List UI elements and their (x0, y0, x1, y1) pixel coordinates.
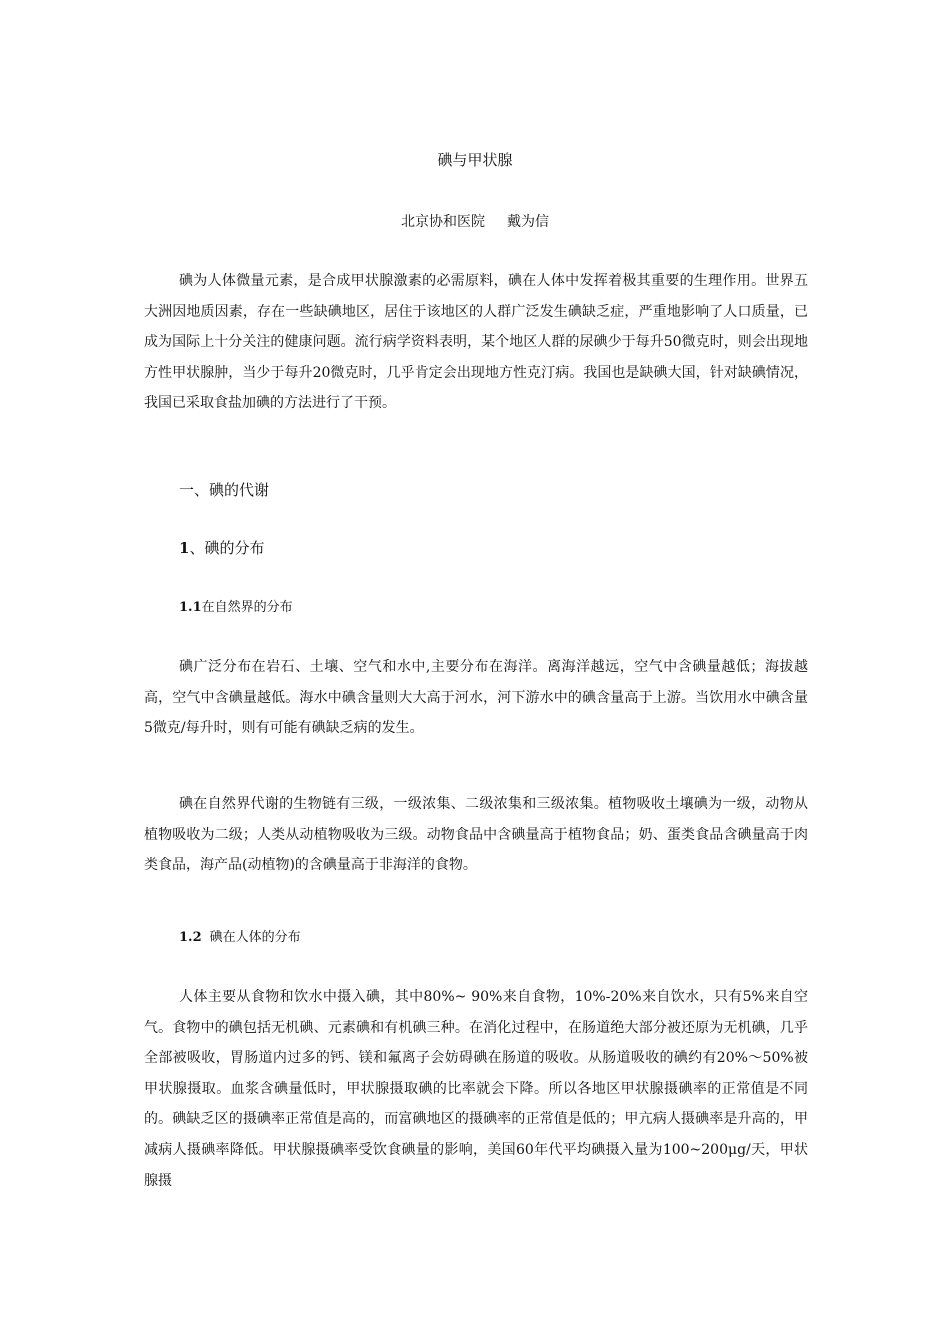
subsection-number: 1.1 (179, 600, 202, 615)
section-heading-metabolism: 一、碘的代谢 (179, 481, 270, 499)
paragraph-biological-chain: 碘在自然界代谢的生物链有三级，一级浓集、二级浓集和三级浓集。植物吸收土壤碘为一级，动物从植物吸收为二级；人类从动植物吸收为三级。动物食品中含碘量高于植物食品；奶、蛋类食品含碘量高于肉类食品，海产品(动植物)的含碘量高于非海洋的食物。 (144, 796, 808, 874)
intro-paragraph: 碘为人体微量元素，是合成甲状腺激素的必需原料，碘在人体中发挥着极其重要的生理作用。世界五大洲因地质因素，存在一些缺碘地区，居住于该地区的人群广泛发生碘缺乏症，严重地影响了人口质量，已成为国际上十分关注的健康问题。流行病学资料表明，某个地区人群的尿碘少于每升50微克时，则会出现地方性甲状腺肿，当少于每升20微克时，几乎肯定会出现地方性克汀病。我国也是缺碘大国，针对缺碘情况，我国已采取食盐加碘的方法进行了干预。 (144, 273, 808, 412)
author-institution: 北京协和医院 (401, 214, 485, 230)
section-title: 、碘的分布 (189, 539, 265, 557)
document-title: 碘与甲状腺 (437, 151, 513, 169)
subsection-title: 在自然界的分布 (201, 600, 293, 615)
paragraph-nature-distribution: 碘广泛分布在岩石、土壤、空气和水中,主要分布在海洋。离海洋越远，空气中含碘量越低；海拔越高，空气中含碘量越低。海水中碘含量则大大高于河水，河下游水中的碘含量高于上游。当饮用水中碘含量5微克/每升时，则有可能有碘缺乏病的发生。 (144, 659, 808, 737)
section-heading-distribution (179, 538, 264, 558)
subsection-heading-nature (179, 598, 293, 618)
subsection-title: 碘在人体的分布 (209, 930, 301, 945)
section-number: 1 (179, 539, 190, 557)
subsection-heading-body (179, 928, 301, 948)
paragraph-body-distribution: 人体主要从食物和饮水中摄入碘，其中80%~ 90%来自食物，10%-20%来自饮水，只有5%来自空气。食物中的碘包括无机碘、元素碘和有机碘三种。在消化过程中，在肠道绝大部分被还原为无机碘，几乎全部被吸收，胃肠道内过多的钙、镁和氟离子会妨碍碘在肠道的吸收。从肠道吸收的碘约有20%～50%被甲状腺摄取。血浆含碘量低时，甲状腺摄取碘的比率就会下降。所以各地区甲状腺摄碘率的正常值是不同的。碘缺乏区的摄碘率正常值是高的，而富碘地区的摄碘率的正常值是低的；甲亢病人摄碘率是升高的，甲减病人摄碘率降低。甲状腺摄碘率受饮食碘量的影响，美国60年代平均碘摄入量为100~200μg/天，甲状腺摄 (144, 989, 808, 1189)
subsection-number: 1.2 (179, 930, 202, 945)
author-line (0, 212, 950, 232)
author-name: 戴为信 (507, 214, 549, 230)
